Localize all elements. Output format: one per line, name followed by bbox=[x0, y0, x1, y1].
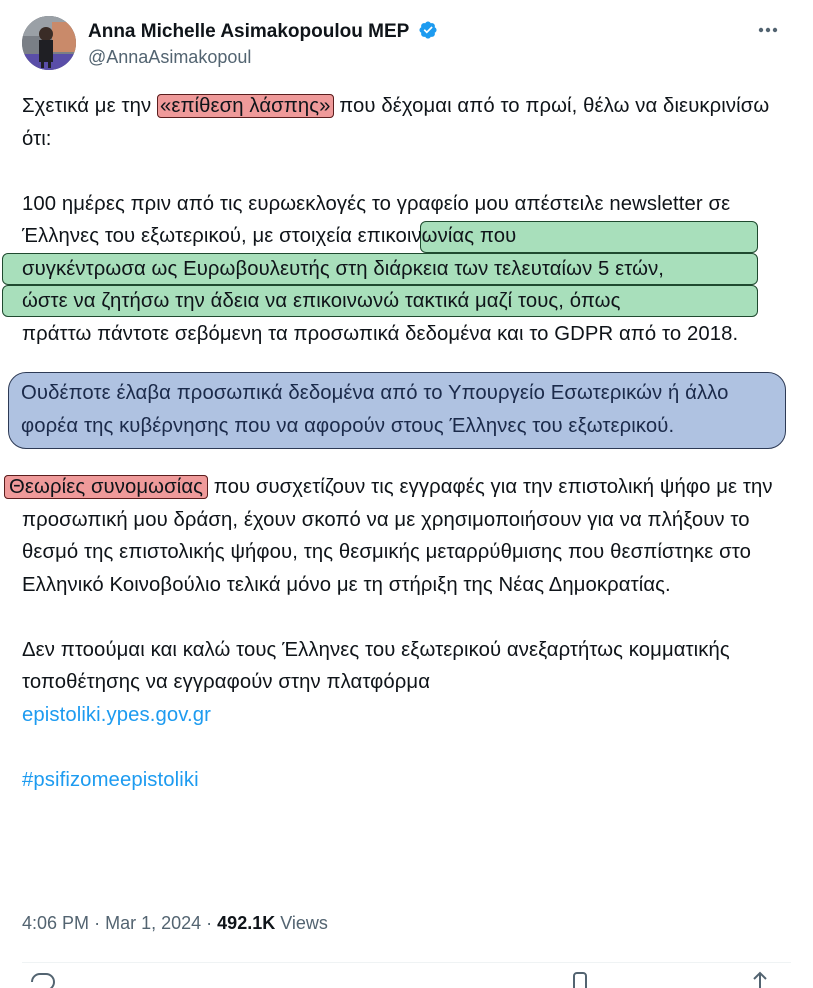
tweet-time[interactable]: 4:06 PM bbox=[22, 913, 90, 933]
paragraph-4: Θεωρίες συνομωσίας που συσχετίζουν τις εγγραφές για την επιστολική ψήφο με την προσωπική μου δράση, έχουν σκοπό να με χρησιμοποιήσουν για να πλήξουν το θεσμό της επιστολικής ψήφου, της θεσμικής μεταρρύθμισης που θεσπίστηκε στο Ελληνικό Κοινοβούλιο τελικά μόνο με τη στήριξη της Νέας Δημοκρατίας. bbox=[22, 471, 792, 601]
avatar-photo bbox=[22, 16, 76, 70]
reply-icon[interactable] bbox=[22, 968, 62, 988]
green-text-2: συγκέντρωσα ως Ευρωβουλευτής στη διάρκεια των τελευταίων 5 ετών, bbox=[22, 257, 665, 280]
paragraph-5: Δεν πτοούμαι και καλώ τους Έλληνες του εξωτερικού ανεξαρτήτως κομματικής τοποθέτησης να εγγραφούν στην πλατφόρμα epistoliki.ypes.gov.gr bbox=[22, 638, 730, 726]
verified-badge-icon bbox=[418, 20, 438, 40]
views-count: 492.1K bbox=[217, 913, 276, 933]
green-text-1: με στοιχεία επικοινωνίας που bbox=[246, 225, 517, 247]
tweet-meta: 4:06 PM · Mar 1, 2024 · 492.1K Views bbox=[22, 913, 328, 933]
green-text-3: ώστε να ζητήσω την άδεια να επικοινωνώ τακτικά μαζί τους, όπως bbox=[22, 290, 621, 312]
highlight-conspiracy: Θεωρίες συνομωσίας bbox=[4, 475, 208, 499]
tweet-body bbox=[9, 90, 792, 796]
avatar[interactable] bbox=[22, 16, 76, 70]
author-name[interactable]: Anna Michelle Asimakopoulou MEP bbox=[88, 20, 438, 43]
more-options-icon[interactable] bbox=[755, 18, 785, 42]
highlight-mud-attack: «επίθεση λάσπης» bbox=[157, 94, 334, 118]
author-handle[interactable]: @AnnaAsimakopoul bbox=[88, 47, 252, 67]
paragraph-2: 100 ημέρες πριν από τις ευρωεκλογές το γραφείο μου απέστειλε newsletter σε Έλληνες του εξωτερικού, με στοιχεία επικοινωνίας που συγκέντρωσα ως Ευρωβουλευτής στη διάρκεια των τελευταίων 5 ετών, ώστε να ζητήσω την άδεια να επικοινωνώ τακτικά μαζί τους, όπως πράττω πάντοτε σεβόμενη τα προσωπικά δεδομένα και το GDPR από το 2018. bbox=[22, 192, 739, 345]
blue-highlight-box: Ουδέποτε έλαβα προσωπικά δεδομένα από το Υπουργείο Εσωτερικών ή άλλο φορέα της κυβέρνησης που να αφορούν στους Έλληνες του εξωτερικού. bbox=[8, 372, 786, 449]
tweet-date[interactable]: Mar 1, 2024 bbox=[105, 913, 202, 933]
share-icon[interactable] bbox=[740, 968, 780, 988]
hashtag-link[interactable]: #psifizomeepistoliki bbox=[22, 768, 199, 791]
divider bbox=[22, 962, 791, 963]
views-label: Views bbox=[280, 913, 328, 933]
bookmark-icon[interactable] bbox=[560, 968, 600, 988]
platform-link[interactable]: epistoliki.ypes.gov.gr bbox=[22, 703, 211, 726]
paragraph-1: Σχετικά με την «επίθεση λάσπης» που δέχομαι από το πρωί, θέλω να διευκρινίσω ότι: bbox=[22, 95, 770, 150]
hashtag-paragraph bbox=[22, 764, 792, 797]
